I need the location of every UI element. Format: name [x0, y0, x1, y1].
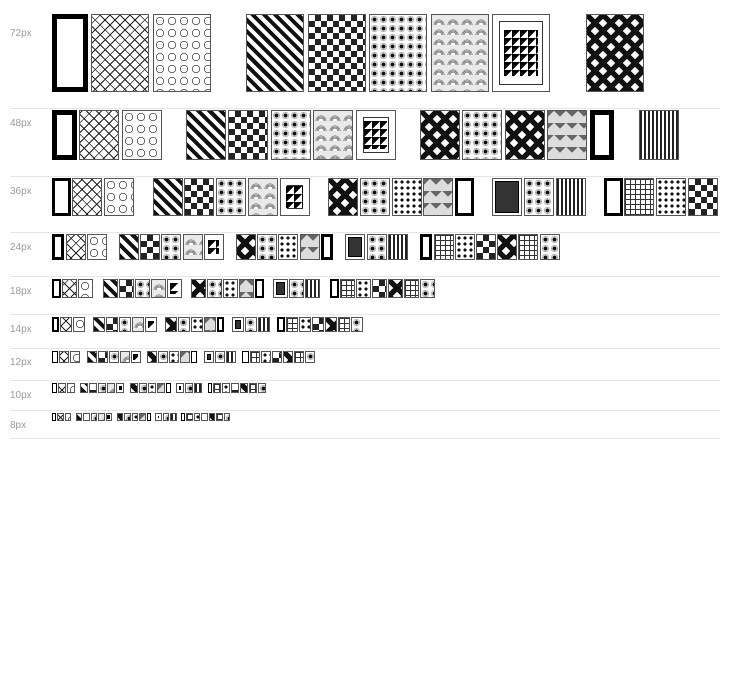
glyph-zig-icon — [300, 234, 320, 260]
glyph-dotgrid-icon — [656, 178, 686, 216]
glyph-frame-icon — [52, 178, 71, 216]
sample-row-7 — [10, 380, 720, 411]
glyph-grid-icon — [249, 383, 257, 393]
glyph-dots-icon — [158, 351, 168, 363]
glyph-frame-icon — [52, 413, 56, 421]
glyph-rings-icon — [104, 178, 134, 216]
glyph-check-icon — [228, 110, 268, 160]
size-label: 8px — [10, 420, 27, 431]
glyph-frame-icon — [455, 178, 474, 216]
glyph-fan-icon — [98, 413, 105, 421]
glyph-frame-icon — [181, 413, 185, 421]
glyph-xweave-icon — [246, 14, 304, 92]
glyph-check-icon — [119, 279, 134, 298]
sample-row-3 — [10, 232, 720, 277]
glyph-dots-icon — [215, 351, 225, 363]
glyph-dots-icon — [540, 234, 560, 260]
glyph-dots-icon — [258, 383, 266, 393]
glyph-stripe-icon — [305, 279, 320, 298]
glyph-diamond-icon — [209, 413, 216, 421]
glyph-rings-icon — [78, 279, 93, 298]
glyph-tri-icon — [204, 234, 224, 260]
glyph-check-icon — [312, 317, 324, 332]
glyph-frame-icon — [277, 317, 284, 332]
glyph-grid-icon — [624, 178, 654, 216]
glyph-diamond-icon — [117, 413, 124, 421]
glyph-check-icon — [98, 351, 108, 363]
size-label: 72px — [10, 28, 32, 39]
glyph-grid-icon — [216, 413, 223, 421]
glyph-diamond-icon — [497, 234, 517, 260]
glyph-sample-strip — [52, 348, 720, 380]
glyph-frame-icon — [321, 234, 333, 260]
glyph-solid-icon — [492, 178, 522, 216]
glyph-dotgrid-icon — [455, 234, 475, 260]
glyph-solid-icon — [155, 413, 162, 421]
glyph-stripe-icon — [170, 413, 177, 421]
glyph-lattice-icon — [79, 110, 119, 160]
glyph-frame-icon — [604, 178, 623, 216]
glyph-check-icon — [308, 14, 366, 92]
glyph-xweave-icon — [76, 413, 83, 421]
glyph-lattice-icon — [62, 279, 77, 298]
glyph-check-icon — [201, 413, 208, 421]
glyph-stripe-icon — [258, 317, 270, 332]
glyph-lattice-icon — [58, 383, 66, 393]
glyph-xweave-icon — [93, 317, 105, 332]
glyph-solid-icon — [345, 234, 365, 260]
glyph-frame-icon — [52, 14, 88, 92]
glyph-xweave-icon — [119, 234, 139, 260]
glyph-fan-icon — [151, 279, 166, 298]
glyph-solid-icon — [204, 351, 214, 363]
glyph-xweave-icon — [186, 110, 226, 160]
glyph-dots-icon — [351, 317, 363, 332]
sample-row-5 — [10, 314, 720, 349]
glyph-frame-icon — [420, 234, 432, 260]
sample-row-4 — [10, 276, 720, 315]
glyph-solid-icon — [232, 317, 244, 332]
glyph-grid-icon — [404, 279, 419, 298]
glyph-frame-icon — [52, 351, 58, 363]
sample-row-1 — [10, 108, 720, 177]
glyph-stripe-icon — [194, 383, 202, 393]
glyph-diamond-icon — [420, 110, 460, 160]
sample-row-0 — [10, 8, 720, 109]
glyph-dots-icon — [367, 234, 387, 260]
sample-row-6 — [10, 348, 720, 381]
glyph-fan-icon — [313, 110, 353, 160]
glyph-dots-icon — [369, 14, 427, 92]
glyph-zig-icon — [157, 383, 165, 393]
glyph-sample-strip — [52, 232, 720, 276]
glyph-tri-icon — [167, 279, 182, 298]
glyph-diamond-icon — [505, 110, 545, 160]
glyph-zig-icon — [547, 110, 587, 160]
glyph-frame-icon — [52, 317, 59, 332]
glyph-frame-icon — [52, 234, 64, 260]
glyph-fan-icon — [132, 317, 144, 332]
glyph-check-icon — [231, 383, 239, 393]
glyph-dots-icon — [124, 413, 131, 421]
glyph-frame-icon — [52, 383, 57, 393]
glyph-dots-icon — [163, 413, 170, 421]
glyph-dots-icon — [135, 279, 150, 298]
glyph-check-icon — [89, 383, 97, 393]
glyph-rings-icon — [73, 317, 85, 332]
glyph-sample-strip — [52, 8, 720, 108]
glyph-fan-icon — [120, 351, 130, 363]
glyph-grid-icon — [186, 413, 193, 421]
glyph-dots-icon — [524, 178, 554, 216]
glyph-sample-strip — [52, 108, 720, 176]
glyph-zig-icon — [239, 279, 254, 298]
glyph-sample-strip — [52, 276, 720, 314]
glyph-zig-icon — [423, 178, 453, 216]
glyph-frame-icon — [590, 110, 615, 160]
glyph-dots-icon — [289, 279, 304, 298]
glyph-dots-icon — [207, 279, 222, 298]
glyph-sample-strip — [52, 410, 720, 438]
glyph-check-icon — [83, 413, 90, 421]
glyph-fan-icon — [107, 383, 115, 393]
glyph-dots-icon — [216, 178, 246, 216]
glyph-lattice-icon — [60, 317, 72, 332]
size-label: 14px — [10, 324, 32, 335]
glyph-check-icon — [688, 178, 718, 216]
glyph-lattice-icon — [57, 413, 64, 421]
glyph-dotgrid-icon — [191, 317, 203, 332]
glyph-fan-icon — [183, 234, 203, 260]
glyph-solid-icon — [273, 279, 288, 298]
glyph-dotgrid-icon — [194, 413, 201, 421]
glyph-diamond-icon — [165, 317, 177, 332]
glyph-check-icon — [184, 178, 214, 216]
glyph-xweave-icon — [153, 178, 183, 216]
glyph-grid-icon — [286, 317, 298, 332]
glyph-stripe-icon — [556, 178, 586, 216]
size-label: 24px — [10, 242, 32, 253]
glyph-xweave-icon — [87, 351, 97, 363]
glyph-grid-icon — [518, 234, 538, 260]
glyph-stripe-icon — [388, 234, 408, 260]
glyph-check-icon — [106, 317, 118, 332]
glyph-frame-icon — [191, 351, 197, 363]
glyph-dots-icon — [139, 383, 147, 393]
glyph-dotgrid-icon — [299, 317, 311, 332]
glyph-dots-icon — [224, 413, 231, 421]
glyph-grid-icon — [338, 317, 350, 332]
glyph-grid-icon — [340, 279, 355, 298]
glyph-check-icon — [372, 279, 387, 298]
glyph-dotgrid-icon — [261, 351, 271, 363]
glyph-tri-icon — [131, 351, 141, 363]
glyph-dotgrid-icon — [278, 234, 298, 260]
glyph-diamond-icon — [191, 279, 206, 298]
glyph-sample-strip — [52, 176, 720, 232]
glyph-check-icon — [272, 351, 282, 363]
glyph-zig-icon — [139, 413, 146, 421]
glyph-tri-icon — [116, 383, 124, 393]
glyph-tri-icon — [492, 14, 550, 92]
glyph-frame-icon — [52, 279, 61, 298]
glyph-lattice-icon — [91, 14, 149, 92]
glyph-dots-icon — [98, 383, 106, 393]
size-label: 18px — [10, 286, 32, 297]
glyph-xweave-icon — [80, 383, 88, 393]
glyph-check-icon — [140, 234, 160, 260]
glyph-tri-icon — [280, 178, 310, 216]
glyph-grid-icon — [294, 351, 304, 363]
glyph-dotgrid-icon — [148, 383, 156, 393]
glyph-diamond-icon — [130, 383, 138, 393]
glyph-rings-icon — [67, 383, 75, 393]
glyph-dotgrid-icon — [222, 383, 230, 393]
glyph-frame-icon — [147, 413, 151, 421]
glyph-rings-icon — [70, 351, 80, 363]
glyph-zig-icon — [180, 351, 190, 363]
glyph-rings-icon — [122, 110, 162, 160]
glyph-sample-strip — [52, 380, 720, 410]
glyph-frame-icon — [52, 110, 77, 160]
glyph-check-icon — [476, 234, 496, 260]
glyph-dotgrid-icon — [223, 279, 238, 298]
glyph-dots-icon — [119, 317, 131, 332]
glyph-solid-icon — [176, 383, 184, 393]
glyph-tri-icon — [145, 317, 157, 332]
size-label: 10px — [10, 390, 32, 401]
glyph-dots-icon — [420, 279, 435, 298]
glyph-dots-icon — [185, 383, 193, 393]
glyph-diamond-icon — [328, 178, 358, 216]
glyph-tri-icon — [356, 110, 396, 160]
glyph-frame-icon — [217, 317, 224, 332]
glyph-rings-icon — [87, 234, 107, 260]
glyph-frame-icon — [166, 383, 171, 393]
glyph-dots-icon — [161, 234, 181, 260]
glyph-lattice-icon — [72, 178, 102, 216]
glyph-diamond-icon — [240, 383, 248, 393]
glyph-dotgrid-icon — [169, 351, 179, 363]
glyph-stripe-icon — [226, 351, 236, 363]
glyph-stripe-icon — [639, 110, 679, 160]
glyph-sample-strip — [52, 314, 720, 348]
glyph-grid-icon — [250, 351, 260, 363]
glyph-fan-icon — [248, 178, 278, 216]
glyph-dotgrid-icon — [392, 178, 422, 216]
glyph-dots-icon — [305, 351, 315, 363]
glyph-grid-icon — [213, 383, 221, 393]
glyph-diamond-icon — [283, 351, 293, 363]
glyph-lattice-icon — [66, 234, 86, 260]
glyph-diamond-icon — [388, 279, 403, 298]
glyph-dots-icon — [257, 234, 277, 260]
glyph-dots-icon — [271, 110, 311, 160]
sample-row-8 — [10, 410, 720, 439]
glyph-frame-icon — [330, 279, 339, 298]
glyph-frame-icon — [208, 383, 213, 393]
glyph-dots-icon — [109, 351, 119, 363]
size-label: 48px — [10, 118, 32, 129]
glyph-diamond-icon — [236, 234, 256, 260]
glyph-dotgrid-icon — [356, 279, 371, 298]
glyph-dots-icon — [91, 413, 98, 421]
glyph-dots-icon — [178, 317, 190, 332]
size-label: 36px — [10, 186, 32, 197]
glyph-diamond-icon — [147, 351, 157, 363]
glyph-dotgrid-icon — [132, 413, 139, 421]
glyph-diamond-icon — [325, 317, 337, 332]
glyph-xweave-icon — [103, 279, 118, 298]
glyph-fan-icon — [431, 14, 489, 92]
glyph-dots-icon — [360, 178, 390, 216]
glyph-grid-icon — [434, 234, 454, 260]
glyph-diamond-icon — [586, 14, 644, 92]
glyph-rings-icon — [65, 413, 72, 421]
glyph-rings-icon — [153, 14, 211, 92]
glyph-lattice-icon — [59, 351, 69, 363]
sample-row-2 — [10, 176, 720, 233]
size-label: 12px — [10, 357, 32, 368]
glyph-frame-icon — [242, 351, 248, 363]
glyph-dots-icon — [245, 317, 257, 332]
glyph-frame-icon — [255, 279, 264, 298]
glyph-zig-icon — [204, 317, 216, 332]
glyph-tri-icon — [106, 413, 113, 421]
glyph-dots-icon — [462, 110, 502, 160]
